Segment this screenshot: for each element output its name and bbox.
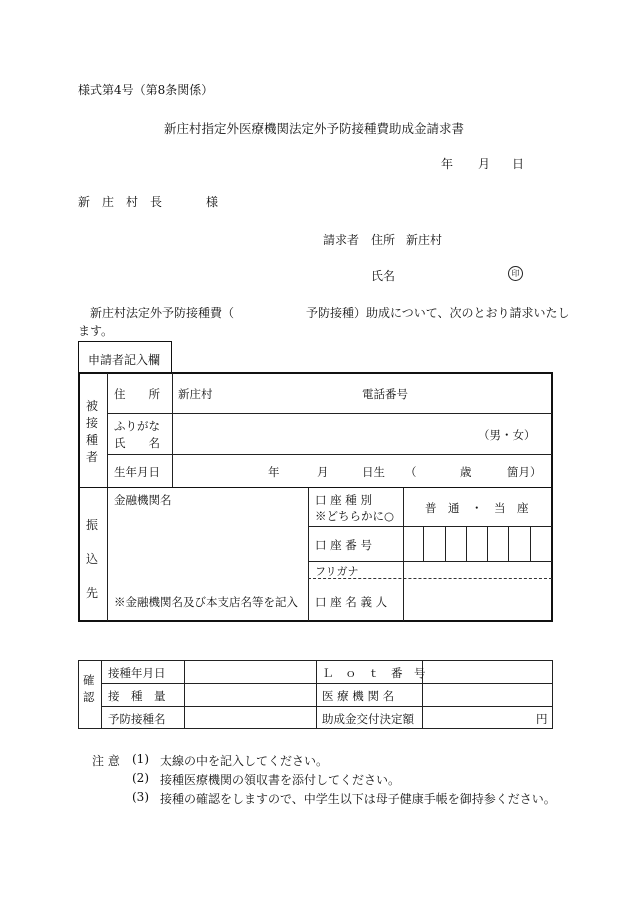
claimant-label: 請求者 bbox=[323, 233, 360, 247]
date-day-label: 日 bbox=[512, 157, 525, 171]
address-label: 住 所 bbox=[114, 387, 160, 401]
form-title: 新庄村指定外医療機関法定外予防接種費助成金請求書 bbox=[164, 121, 465, 136]
vaccine-name-label: 予防接種名 bbox=[108, 712, 166, 726]
note-2-num: (2) bbox=[132, 771, 149, 785]
body-text-line1: 新庄村法定外予防接種費（ 予防接種）助成について、次のとおり請求いたし bbox=[90, 306, 570, 320]
name-label: 氏 名 bbox=[114, 436, 160, 450]
bank-note: ※金融機関名及び本支店名等を記入 bbox=[114, 595, 298, 609]
grant-amount-label: 助成金交付決定額 bbox=[322, 712, 414, 726]
account-type-options[interactable]: 普 通 ・ 当 座 bbox=[425, 501, 529, 515]
phone-label: 電話番号 bbox=[362, 387, 408, 401]
birthdate-label: 生年月日 bbox=[114, 465, 160, 479]
birth-day-label: 日生 bbox=[362, 465, 385, 479]
note-3-num: (3) bbox=[132, 790, 149, 804]
note-2-text: 接種医療機関の領収書を添付してください。 bbox=[160, 773, 401, 787]
furigana-label: ふりがな bbox=[114, 419, 160, 433]
dose-label: 接 種 量 bbox=[108, 689, 166, 703]
age-months-label: 箇月） bbox=[507, 465, 542, 479]
vaccination-date-label: 接種年月日 bbox=[108, 666, 166, 680]
account-number-label: 口 座 番 号 bbox=[315, 538, 372, 552]
seal-mark: 印 bbox=[508, 266, 523, 281]
claimant-address-label: 住所 bbox=[371, 233, 396, 247]
vaccinee-label: 被接種者 bbox=[86, 399, 99, 464]
form-number: 様式第4号（第8条関係） bbox=[78, 83, 214, 97]
institution-label: 医 療 機 関 名 bbox=[322, 689, 395, 703]
claimant-name-label: 氏名 bbox=[371, 269, 396, 283]
gender-field[interactable]: （男・女） bbox=[478, 428, 536, 442]
addressee-honorific: 様 bbox=[206, 195, 219, 209]
date-year-label: 年 bbox=[441, 157, 454, 171]
age-open-paren: （ bbox=[405, 465, 417, 479]
applicant-tab-label: 申請者記入欄 bbox=[88, 353, 161, 367]
notes-label: 注 意 bbox=[92, 754, 120, 768]
account-holder-label: 口 座 名 義 人 bbox=[315, 595, 388, 609]
note-3-text: 接種の確認をしますので、中学生以下は母子健康手帳を御持参ください。 bbox=[160, 792, 556, 806]
addressee-name: 新 庄 村 長 bbox=[78, 195, 163, 209]
account-type-note: ※どちらかに○ bbox=[315, 509, 395, 523]
bank-name-label: 金融機関名 bbox=[114, 493, 172, 507]
date-month-label: 月 bbox=[478, 157, 491, 171]
body-text-line2: ます。 bbox=[78, 324, 114, 338]
note-1-text: 太線の中を記入してください。 bbox=[160, 754, 329, 768]
account-furigana-label: フリガナ bbox=[315, 565, 359, 578]
birth-year-label: 年 bbox=[268, 465, 280, 479]
claimant-address-value: 新庄村 bbox=[406, 233, 443, 247]
lot-number-label: Ｌ ｏ ｔ 番 号 bbox=[322, 666, 426, 680]
confirmation-label: 確認 bbox=[83, 673, 95, 704]
birth-month-label: 月 bbox=[317, 465, 329, 479]
note-1-num: (1) bbox=[132, 752, 149, 766]
transfer-label: 振込先 bbox=[86, 518, 99, 600]
account-type-label: 口 座 種 別 bbox=[315, 493, 372, 507]
currency-label: 円 bbox=[536, 712, 548, 726]
age-years-label: 歳 bbox=[460, 465, 472, 479]
address-value: 新庄村 bbox=[178, 387, 213, 401]
